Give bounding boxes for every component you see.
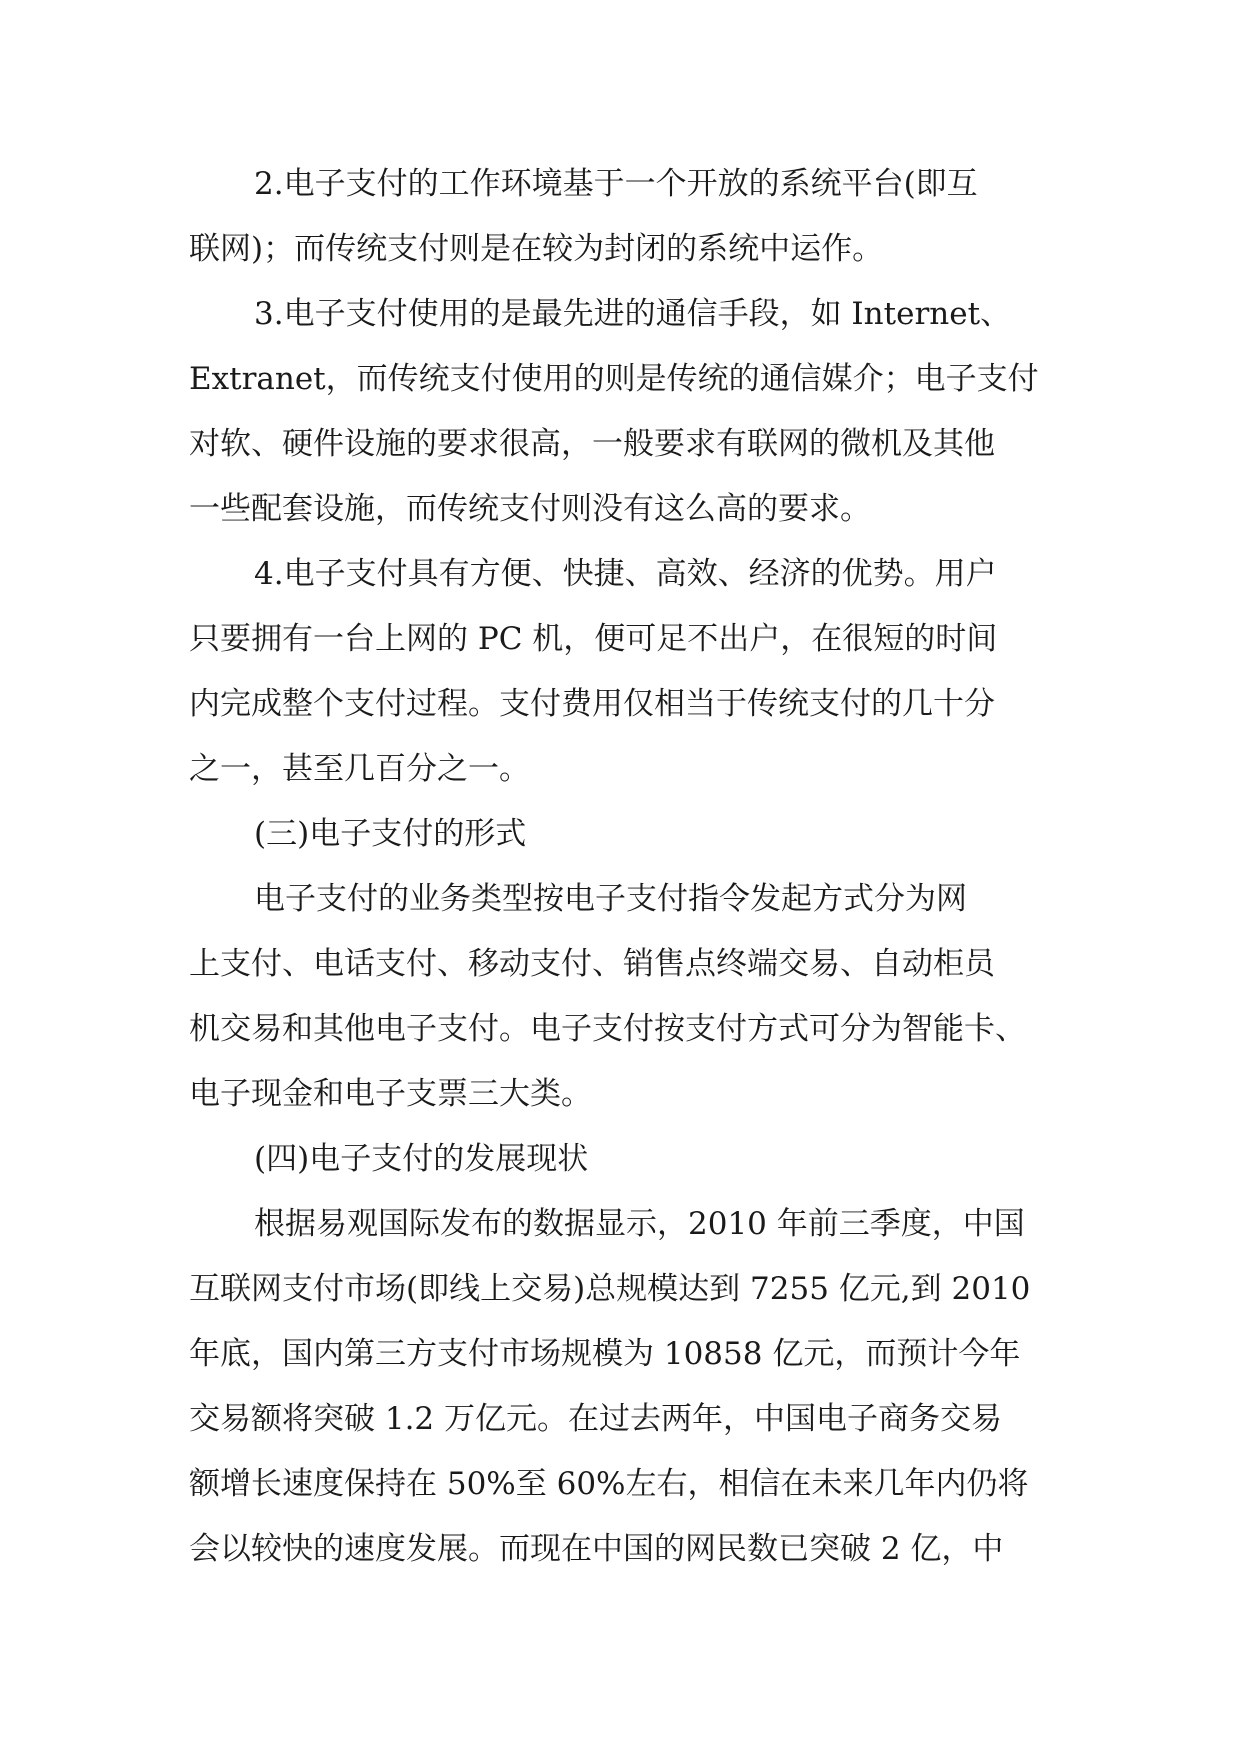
text-line: 机交易和其他电子支付。电子支付按支付方式可分为智能卡、 (189, 1011, 1026, 1047)
text-line: Extranet，而传统支付使用的则是传统的通信媒介；电子支付 (189, 361, 1039, 397)
text-line: 只要拥有一台上网的 PC 机，便可足不出户，在很短的时间 (189, 621, 998, 657)
text-line: 3.电子支付使用的是最先进的通信手段，如 Internet、 (254, 296, 1012, 332)
text-line: 电子支付的业务类型按电子支付指令发起方式分为网 (254, 881, 967, 917)
paragraph (189, 867, 1059, 1127)
paragraph (189, 542, 1059, 802)
text-line: 一些配套设施，而传统支付则没有这么高的要求。 (189, 491, 871, 527)
text-line: 联网)；而传统支付则是在较为封闭的系统中运作。 (189, 231, 884, 267)
text-line: 互联网支付市场(即线上交易)总规模达到 7255 亿元,到 2010 (189, 1271, 1031, 1307)
section-heading-text: (三)电子支付的形式 (254, 816, 527, 852)
text-line: 4.电子支付具有方便、快捷、高效、经济的优势。用户 (254, 556, 997, 592)
text-line: 2.电子支付的工作环境基于一个开放的系统平台(即互 (254, 166, 978, 202)
section-heading-text: (四)电子支付的发展现状 (254, 1141, 589, 1177)
text-line: 交易额将突破 1.2 万亿元。在过去两年，中国电子商务交易 (189, 1401, 1003, 1437)
text-line: 上支付、电话支付、移动支付、销售点终端交易、自动柜员 (189, 946, 995, 982)
paragraph (189, 282, 1059, 542)
section-heading (189, 1127, 1059, 1192)
section-heading (189, 802, 1059, 867)
text-line: 内完成整个支付过程。支付费用仅相当于传统支付的几十分 (189, 686, 995, 722)
text-line: 额增长速度保持在 50%至 60%左右，相信在未来几年内仍将 (189, 1466, 1029, 1502)
text-line: 会以较快的速度发展。而现在中国的网民数已突破 2 亿，中 (189, 1531, 1004, 1567)
text-line: 年底，国内第三方支付市场规模为 10858 亿元，而预计今年 (189, 1336, 1021, 1372)
paragraph (189, 152, 1059, 282)
text-line: 之一，甚至几百分之一。 (189, 751, 530, 787)
text-line: 根据易观国际发布的数据显示，2010 年前三季度，中国 (254, 1206, 1025, 1242)
text-line: 对软、硬件设施的要求很高，一般要求有联网的微机及其他 (189, 426, 995, 462)
paragraph (189, 1192, 1059, 1582)
text-line: 电子现金和电子支票三大类。 (189, 1076, 592, 1112)
document-body (189, 152, 1059, 1582)
